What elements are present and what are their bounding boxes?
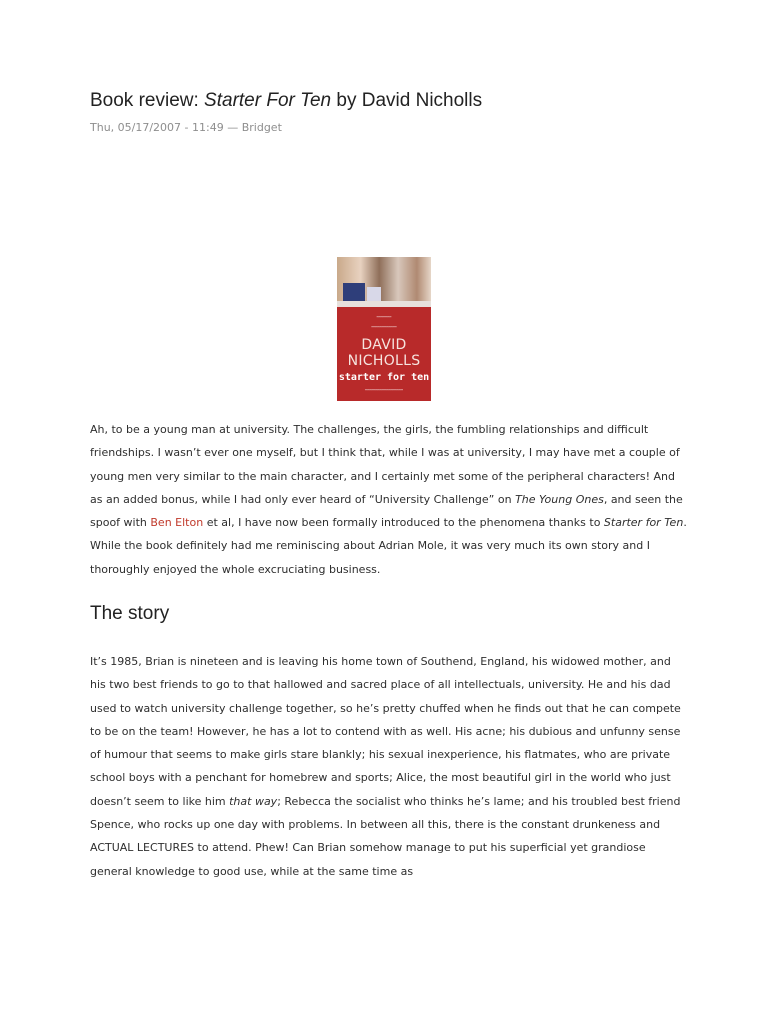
title-suffix: by David Nicholls <box>331 90 483 111</box>
page-title <box>90 90 482 112</box>
cover-book-title: starter for ten <box>338 372 430 383</box>
title-prefix: Book review: <box>90 90 205 111</box>
post-meta: Thu, 05/17/2007 - 11:49 — Bridget <box>90 121 282 134</box>
section-heading-story: The story <box>90 603 170 624</box>
ben-elton-link[interactable]: Ben Elton <box>150 516 204 530</box>
book-cover-image <box>337 257 431 401</box>
cover-tagline-line: ━━━━━━━━━━━━━━━━━━ <box>365 388 403 392</box>
cover-blurb-line: ━━━━━━━ <box>376 315 392 319</box>
cover-flag-shape <box>343 283 365 303</box>
intro-paragraph: Ah, to be a young man at university. The challenges, the girls, the fumbling relationships and difficult friendships. I wasn’t ever one myself, but I think that, while I was at university, I may have met a couple of young men very similar to the main character, and I certainly met some of the peripheral characters! And as an added bonus, while I had only ever heard of “University Challenge” on The Young Ones, and seen the spoof with Ben Elton et al, I have now been formally introduced to the phenomena thanks to Starter for Ten. While the book definitely had me reminiscing about Adrian Mole, it was very much its own story and I thoroughly enjoyed the whole excruciating business. <box>90 423 687 576</box>
story-paragraph: It’s 1985, Brian is nineteen and is leaving his home town of Southend, England, his widowed mother, and his two best friends to go to that hallowed and sacred place of all intellectuals, university. He and his dad used to watch university challenge together, so he’s pretty chuffed when he finds out that he can compete to be on the team! However, he has a lot to contend with as well. His acne; his dubious and unfunny sense of humour that seems to make girls stare blankly; his sexual inexperience, his flatmates, who are private school boys with a penchant for homebrew and sports; Alice, the most beautiful girl in the world who just doesn’t seem to like him that way; Rebecca the socialist who thinks he’s lame; and his troubled best friend Spence, who rocks up one day with problems. In between all this, there is the constant drunkeness and ACTUAL LECTURES to attend. Phew! Can Brian somehow manage to put his superficial yet grandiose general knowledge to good use, while at the same time as <box>90 655 681 878</box>
cover-band <box>337 301 431 307</box>
title-book-name: Starter For Ten <box>204 90 332 111</box>
cover-blurb-line: ━━━━━━━━━━━━ <box>371 325 397 329</box>
cover-author: DAVID NICHOLLS <box>347 337 421 369</box>
